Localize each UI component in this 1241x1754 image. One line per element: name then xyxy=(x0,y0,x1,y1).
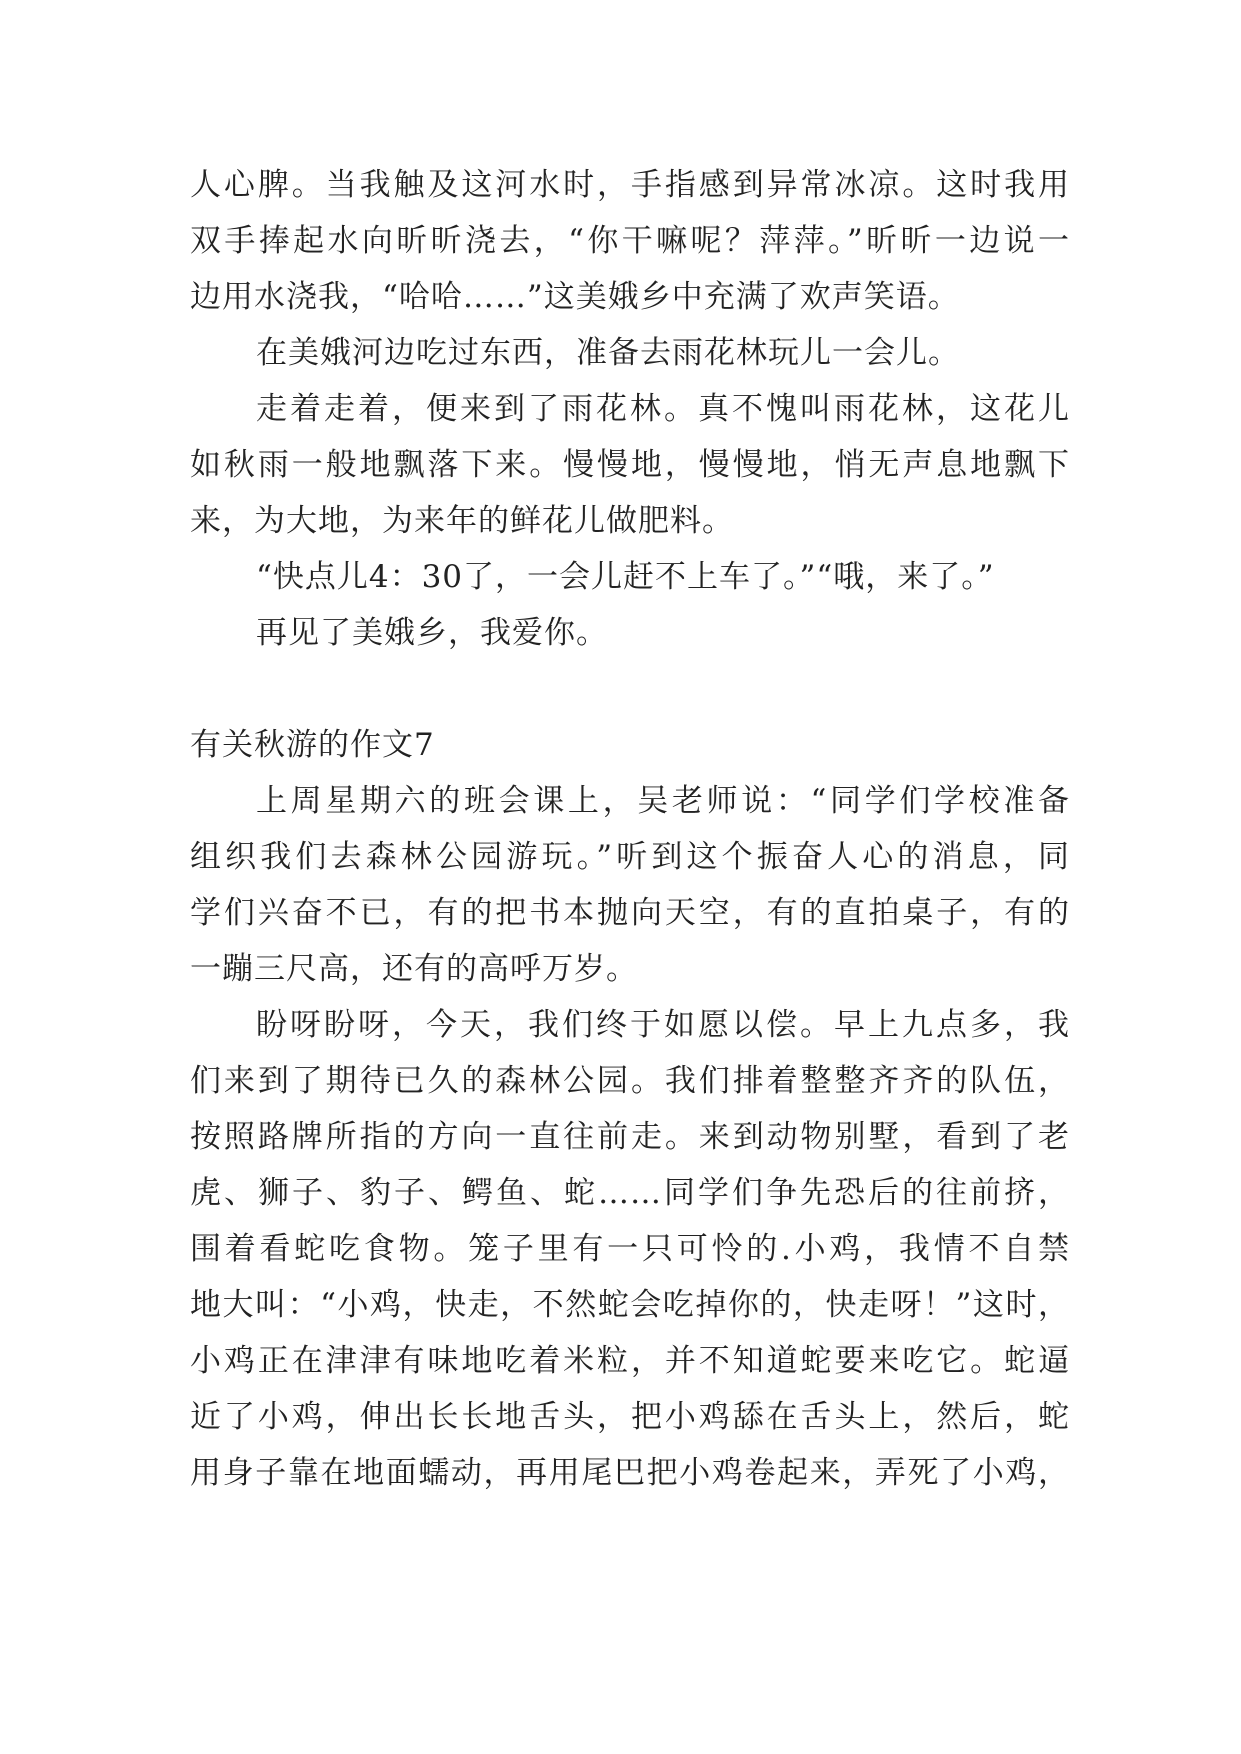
paragraph xyxy=(190,997,1070,1501)
text-line: “快点儿4：30了，一会儿赶不上车了。”“哦，来了。” xyxy=(256,559,995,595)
text-line: 用身子靠在地面蠕动，再用尾巴把小鸡卷起来，弄死了小鸡， xyxy=(190,1455,1070,1491)
text-line: 地大叫：“小鸡，快走，不然蛇会吃掉你的，快走呀！”这时， xyxy=(190,1287,1070,1323)
text-line: 双手捧起水向昕昕浇去，“你干嘛呢？萍萍。”昕昕一边说一 xyxy=(190,223,1070,259)
text-line: 来，为大地，为来年的鲜花儿做肥料。 xyxy=(190,503,734,539)
text-line: 边用水浇我，“哈哈……”这美娥乡中充满了欢声笑语。 xyxy=(190,279,960,315)
text-line: 盼呀盼呀，今天，我们终于如愿以偿。早上九点多，我 xyxy=(256,1007,1070,1043)
text-line: 一蹦三尺高，还有的高呼万岁。 xyxy=(190,951,638,987)
paragraph xyxy=(190,549,1070,605)
text-line: 上周星期六的班会课上，吴老师说：“同学们学校准备 xyxy=(256,783,1070,819)
text-line: 走着走着，便来到了雨花林。真不愧叫雨花林，这花儿 xyxy=(256,391,1070,427)
text-line: 们来到了期待已久的森林公园。我们排着整整齐齐的队伍， xyxy=(190,1063,1070,1099)
text-line: 再见了美娥乡，我爱你。 xyxy=(256,615,608,651)
text-line: 在美娥河边吃过东西，准备去雨花林玩儿一会儿。 xyxy=(256,335,960,371)
paragraph xyxy=(190,157,1070,325)
paragraph xyxy=(190,381,1070,549)
text-line: 小鸡正在津津有味地吃着米粒，并不知道蛇要来吃它。蛇逼 xyxy=(190,1343,1070,1379)
text-line: 围着看蛇吃食物。笼子里有一只可怜的.小鸡，我情不自禁 xyxy=(190,1231,1070,1267)
text-line: 组织我们去森林公园游玩。”听到这个振奋人心的消息，同 xyxy=(190,839,1070,875)
text-line: 近了小鸡，伸出长长地舌头，把小鸡舔在舌头上，然后，蛇 xyxy=(190,1399,1070,1435)
text-line: 如秋雨一般地飘落下来。慢慢地，慢慢地，悄无声息地飘下 xyxy=(190,447,1070,483)
section-gap xyxy=(190,661,1070,717)
paragraph xyxy=(190,325,1070,381)
paragraph xyxy=(190,605,1070,661)
text-line: 学们兴奋不已，有的把书本抛向天空，有的直拍桌子，有的 xyxy=(190,895,1070,931)
essay-title: 有关秋游的作文7 xyxy=(190,727,435,763)
text-line: 按照路牌所指的方向一直往前走。来到动物别墅，看到了老 xyxy=(190,1119,1070,1155)
paragraph xyxy=(190,773,1070,997)
text-line: 人心脾。当我触及这河水时，手指感到异常冰凉。这时我用 xyxy=(190,167,1070,203)
document-body xyxy=(190,157,1070,1501)
text-line: 虎、狮子、豹子、鳄鱼、蛇……同学们争先恐后的往前挤， xyxy=(190,1175,1070,1211)
